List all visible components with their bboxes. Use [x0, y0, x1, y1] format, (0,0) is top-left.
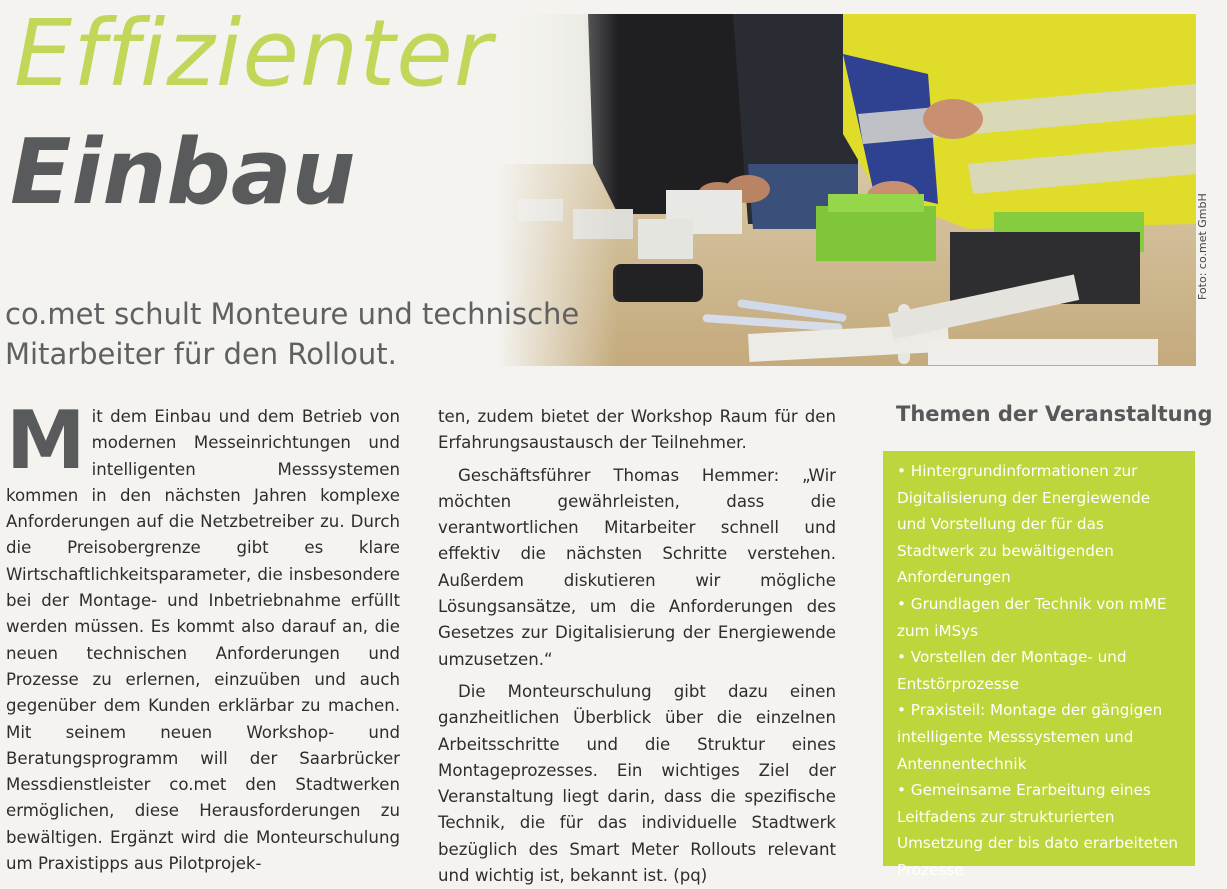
topic-item: • Gemeinsame Erarbeitung eines Leitfadens zur strukturierten Umsetzung der bis dato erarbeiteten Prozesse: [897, 777, 1183, 883]
topic-list: [897, 458, 1183, 884]
topic-item: • Grundlagen der Technik von mME zum iMSys: [897, 591, 1183, 644]
sidebar-box: [883, 451, 1195, 879]
topic-item: • Vorstellen der Montage- und Entstörprozesse: [897, 644, 1183, 697]
title-line-1: Effizienter: [14, 0, 493, 107]
article-paragraph-2: ten, zudem bietet der Workshop Raum für den Erfahrungsaustausch der Teilnehmer.: [438, 407, 836, 453]
article-paragraph-1: it dem Einbau und dem Betrieb von modernen Messeinrichtungen und intelligenten Messsystemen kommen in den nächsten Jahren komplexe Anforderungen auf die Netzbetreiber zu. Durch die Preisobergrenze gibt es klare Wirtschaftlichkeitsparameter, die insbesondere bei der Montage- und Inbetriebnahme erfüllt werden müssen. Es kommt also darauf an, die neuen technischen Anforderungen und Prozesse zu erlernen, einzuüben und auch gegenüber dem Kunden erklärbar zu machen. Mit seinem neuen Workshop- und Beratungsprogramm will der Saarbrücker Messdienstleister co.met den Stadtwerken ermöglichen, diese Herausforderungen zu bewältigen. Ergänzt wird die Monteurschulung um Praxistipps aus Pilotprojek-: [6, 407, 400, 874]
title-line-2: Einbau: [10, 120, 356, 225]
article-column-1: [6, 394, 400, 877]
topic-item: • Praxisteil: Montage der gängigen intelligente Messsystemen und Antennentechnik: [897, 697, 1183, 777]
photo-credit: Foto: co.met GmbH: [1196, 193, 1209, 300]
subtitle: co.met schult Monteure und technische Mitarbeiter für den Rollout.: [5, 297, 580, 371]
sidebar-heading: Themen der Veranstaltung: [896, 402, 1213, 426]
article-paragraph-4: Die Monteurschulung gibt dazu einen ganzheitlichen Überblick über die einzelnen Arbeitsschritte und die Struktur eines Montageprozesses. Ein wichtiges Ziel der Veranstaltung liegt darin, dass die spezifische Technik, die für das individuelle Stadtwerk bezüglich des Smart Meter Rollouts relevant und wichtig ist, bekannt ist. (pq): [438, 681, 836, 886]
topic-item: • Hintergrundinformationen zur Digitalisierung der Energiewende und Vorstellung der für das Stadtwerk zu bewältigenden Anforderungen: [897, 458, 1183, 591]
article-column-2: [438, 404, 836, 889]
article-paragraph-3: Geschäftsführer Thomas Hemmer: „Wir möchten gewährleisten, dass die verantwortlichen Mitarbeiter schnell und effektiv die nächsten Schritte verstehen. Außerdem diskutieren wir mögliche Lösungsansätze, um die Anforderungen des Gesetzes zur Digitalisierung der Energiewende umzusetzen.“: [438, 465, 836, 669]
dropcap: M: [6, 394, 86, 487]
